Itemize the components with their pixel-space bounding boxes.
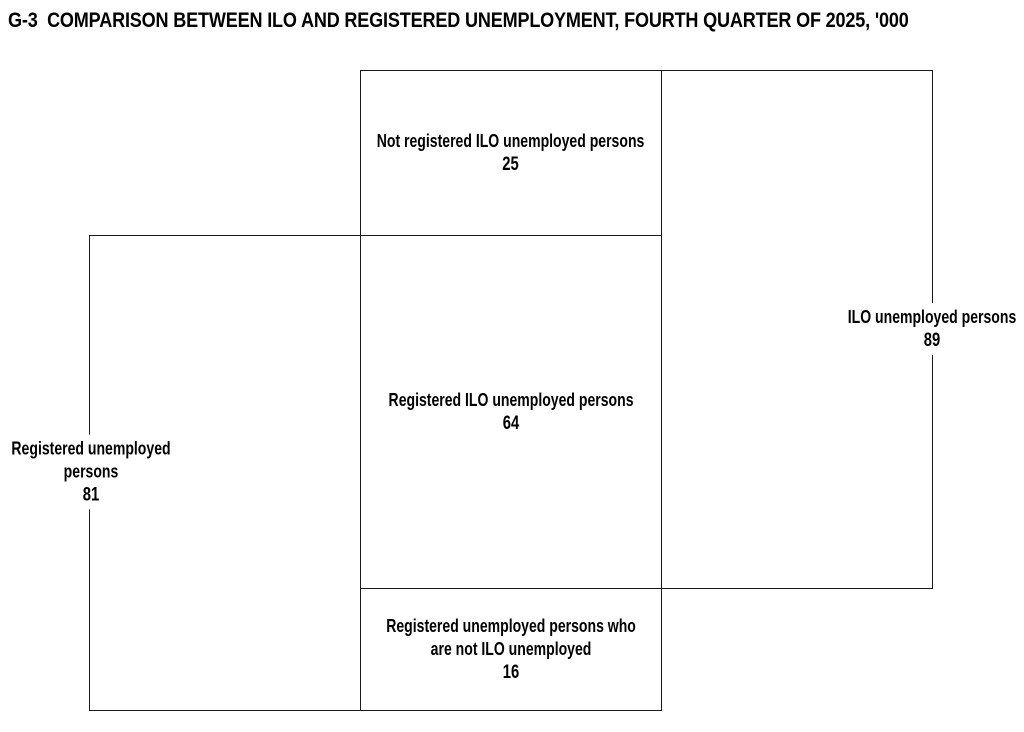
not-registered-ilo-box bbox=[360, 70, 662, 236]
registered-not-ilo-box bbox=[360, 588, 662, 711]
figure-title bbox=[8, 9, 909, 33]
ilo-total-label-text: ILO unemployed persons bbox=[847, 307, 1017, 327]
registered-not-ilo-label-line1: Registered unemployed persons who bbox=[386, 616, 636, 636]
registered-total-label bbox=[4, 435, 177, 510]
ilo-total-label bbox=[841, 303, 1024, 355]
registered-not-ilo-label bbox=[386, 615, 636, 684]
not-registered-ilo-label bbox=[377, 130, 645, 176]
figure-code: G-3 bbox=[8, 9, 38, 32]
registered-ilo-box bbox=[360, 235, 662, 589]
figure-title-text: COMPARISON BETWEEN ILO AND REGISTERED UNEMPLOYMENT, FOURTH QUARTER OF 2025, '000 bbox=[47, 9, 909, 32]
registered-ilo-value: 64 bbox=[502, 413, 520, 434]
registered-not-ilo-label-line2: are not ILO unemployed bbox=[430, 639, 592, 659]
registered-total-value: 81 bbox=[82, 484, 100, 506]
not-registered-ilo-value: 25 bbox=[502, 154, 520, 175]
registered-total-label-line1: Registered unemployed bbox=[11, 438, 171, 459]
registered-ilo-label-text: Registered ILO unemployed persons bbox=[388, 390, 634, 410]
registered-total-label-line2: persons bbox=[63, 461, 119, 482]
ilo-total-value: 89 bbox=[923, 330, 941, 351]
registered-not-ilo-value: 16 bbox=[502, 662, 520, 683]
not-registered-ilo-label-text: Not registered ILO unemployed persons bbox=[377, 131, 645, 151]
registered-ilo-label bbox=[389, 389, 634, 435]
